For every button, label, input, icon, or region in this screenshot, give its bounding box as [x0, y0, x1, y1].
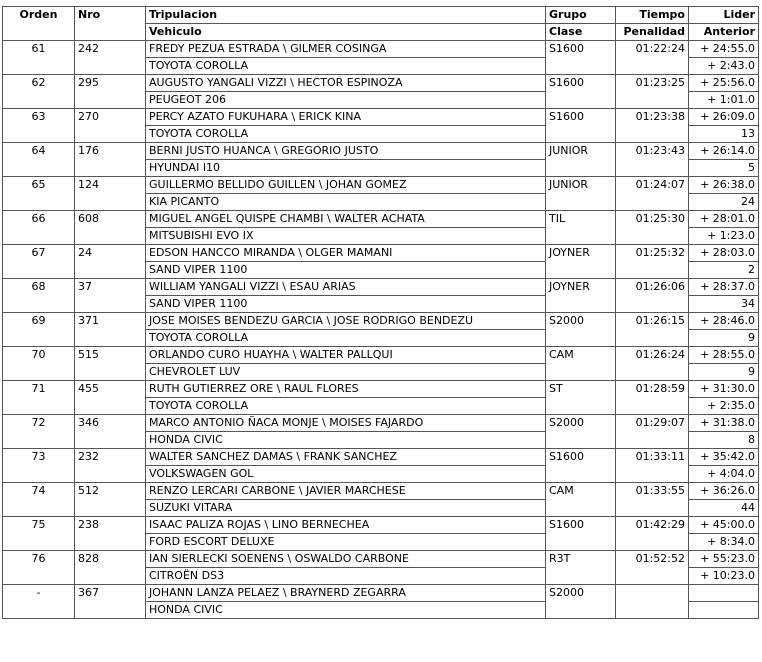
cell-tripulacion: JOSE MOISES BENDEZU GARCIA \ JOSE RODRIGO BENDEZU	[146, 313, 546, 330]
cell-nro: 176	[75, 143, 146, 177]
cell-vehiculo: HONDA CIVIC	[146, 432, 546, 449]
cell-orden: 70	[3, 347, 75, 381]
table-row	[3, 347, 759, 364]
cell-tiempo: 01:23:38	[616, 109, 689, 143]
cell-nro: 270	[75, 109, 146, 143]
cell-vehiculo: TOYOTA COROLLA	[146, 398, 546, 415]
cell-lider: + 28:37.0	[689, 279, 759, 296]
cell-lider	[689, 585, 759, 602]
cell-anterior: 13	[689, 126, 759, 143]
header-clase: Clase	[546, 24, 616, 41]
results-table	[2, 6, 759, 619]
cell-lider: + 55:23.0	[689, 551, 759, 568]
cell-tripulacion: IAN SIERLECKI SOENENS \ OSWALDO CARBONE	[146, 551, 546, 568]
cell-grupo: R3T	[546, 551, 616, 585]
cell-tiempo: 01:28:59	[616, 381, 689, 415]
cell-orden: 71	[3, 381, 75, 415]
header-anterior: Anterior	[689, 24, 759, 41]
cell-vehiculo: VOLKSWAGEN GOL	[146, 466, 546, 483]
cell-tiempo: 01:26:15	[616, 313, 689, 347]
cell-grupo: JOYNER	[546, 245, 616, 279]
cell-vehiculo: TOYOTA COROLLA	[146, 330, 546, 347]
cell-grupo: TIL	[546, 211, 616, 245]
cell-anterior: 8	[689, 432, 759, 449]
cell-anterior: 2	[689, 262, 759, 279]
cell-nro: 37	[75, 279, 146, 313]
table-row	[3, 245, 759, 262]
cell-lider: + 35:42.0	[689, 449, 759, 466]
cell-grupo: CAM	[546, 347, 616, 381]
cell-grupo: S1600	[546, 517, 616, 551]
cell-anterior: 9	[689, 364, 759, 381]
cell-orden: 61	[3, 41, 75, 75]
cell-vehiculo: FORD ESCORT DELUXE	[146, 534, 546, 551]
cell-tiempo: 01:25:30	[616, 211, 689, 245]
cell-anterior: + 4:04.0	[689, 466, 759, 483]
cell-vehiculo: KIA PICANTO	[146, 194, 546, 211]
cell-tiempo: 01:29:07	[616, 415, 689, 449]
cell-tiempo: 01:25:32	[616, 245, 689, 279]
cell-orden: 64	[3, 143, 75, 177]
cell-tiempo: 01:26:24	[616, 347, 689, 381]
cell-grupo: S1600	[546, 75, 616, 109]
cell-nro: 346	[75, 415, 146, 449]
cell-tiempo: 01:23:43	[616, 143, 689, 177]
table-row	[3, 381, 759, 398]
table-row	[3, 585, 759, 602]
cell-orden: 69	[3, 313, 75, 347]
cell-lider: + 36:26.0	[689, 483, 759, 500]
header-row-top	[3, 7, 759, 24]
table-row	[3, 143, 759, 160]
table-row	[3, 177, 759, 194]
header-vehiculo: Vehiculo	[146, 24, 546, 41]
cell-orden: 68	[3, 279, 75, 313]
cell-tripulacion: MIGUEL ANGEL QUISPE CHAMBI \ WALTER ACHATA	[146, 211, 546, 228]
cell-vehiculo: SAND VIPER 1100	[146, 262, 546, 279]
cell-tiempo: 01:22:24	[616, 41, 689, 75]
cell-vehiculo: TOYOTA COROLLA	[146, 126, 546, 143]
cell-anterior	[689, 602, 759, 619]
cell-lider: + 45:00.0	[689, 517, 759, 534]
cell-grupo: S1600	[546, 41, 616, 75]
table-row	[3, 211, 759, 228]
cell-lider: + 31:30.0	[689, 381, 759, 398]
cell-nro: 828	[75, 551, 146, 585]
cell-grupo: CAM	[546, 483, 616, 517]
cell-nro: 232	[75, 449, 146, 483]
header-orden: Orden	[3, 7, 75, 41]
cell-lider: + 26:38.0	[689, 177, 759, 194]
cell-grupo: JUNIOR	[546, 143, 616, 177]
table-row	[3, 41, 759, 58]
cell-tripulacion: EDSON HANCCO MIRANDA \ OLGER MAMANI	[146, 245, 546, 262]
table-row	[3, 449, 759, 466]
cell-grupo: JUNIOR	[546, 177, 616, 211]
table-header	[3, 7, 759, 41]
cell-tiempo: 01:42:29	[616, 517, 689, 551]
cell-orden: 76	[3, 551, 75, 585]
cell-grupo: S1600	[546, 449, 616, 483]
cell-tripulacion: WILLIAM YANGALI VIZZI \ ESAU ARIAS	[146, 279, 546, 296]
cell-lider: + 31:38.0	[689, 415, 759, 432]
cell-tripulacion: RUTH GUTIERREZ ORE \ RAUL FLORES	[146, 381, 546, 398]
cell-grupo: ST	[546, 381, 616, 415]
table-row	[3, 483, 759, 500]
table-row	[3, 517, 759, 534]
cell-lider: + 24:55.0	[689, 41, 759, 58]
cell-tiempo	[616, 585, 689, 619]
cell-tiempo: 01:52:52	[616, 551, 689, 585]
cell-tripulacion: ISAAC PALIZA ROJAS \ LINO BERNECHEA	[146, 517, 546, 534]
cell-tripulacion: MARCO ANTONIO ÑACA MONJE \ MOISES FAJARDO	[146, 415, 546, 432]
cell-vehiculo: TOYOTA COROLLA	[146, 58, 546, 75]
cell-tripulacion: AUGUSTO YANGALI VIZZI \ HECTOR ESPINOZA	[146, 75, 546, 92]
cell-vehiculo: CITROËN DS3	[146, 568, 546, 585]
cell-tripulacion: BERNI JUSTO HUANCA \ GREGORIO JUSTO	[146, 143, 546, 160]
table-row	[3, 551, 759, 568]
cell-tiempo: 01:33:55	[616, 483, 689, 517]
cell-vehiculo: HYUNDAI I10	[146, 160, 546, 177]
table-row	[3, 279, 759, 296]
cell-orden: 65	[3, 177, 75, 211]
cell-tripulacion: WALTER SANCHEZ DAMAS \ FRANK SANCHEZ	[146, 449, 546, 466]
cell-lider: + 25:56.0	[689, 75, 759, 92]
cell-orden: 67	[3, 245, 75, 279]
header-tripulacion: Tripulacion	[146, 7, 546, 24]
cell-orden: 62	[3, 75, 75, 109]
cell-nro: 242	[75, 41, 146, 75]
table-row	[3, 109, 759, 126]
cell-vehiculo: PEUGEOT 206	[146, 92, 546, 109]
cell-lider: + 28:03.0	[689, 245, 759, 262]
cell-nro: 608	[75, 211, 146, 245]
cell-lider: + 26:09.0	[689, 109, 759, 126]
cell-nro: 455	[75, 381, 146, 415]
cell-vehiculo: HONDA CIVIC	[146, 602, 546, 619]
cell-tripulacion: FREDY PEZUA ESTRADA \ GILMER COSINGA	[146, 41, 546, 58]
cell-nro: 124	[75, 177, 146, 211]
cell-nro: 512	[75, 483, 146, 517]
cell-anterior: + 1:23.0	[689, 228, 759, 245]
cell-nro: 24	[75, 245, 146, 279]
table-row	[3, 75, 759, 92]
cell-anterior: + 2:43.0	[689, 58, 759, 75]
cell-tripulacion: GUILLERMO BELLIDO GUILLEN \ JOHAN GOMEZ	[146, 177, 546, 194]
cell-grupo: S1600	[546, 109, 616, 143]
cell-tripulacion: RENZO LERCARI CARBONE \ JAVIER MARCHESE	[146, 483, 546, 500]
cell-vehiculo: SUZUKI VITARA	[146, 500, 546, 517]
cell-tripulacion: JOHANN LANZA PELAEZ \ BRAYNERD ZEGARRA	[146, 585, 546, 602]
table-row	[3, 415, 759, 432]
cell-anterior: 44	[689, 500, 759, 517]
cell-nro: 238	[75, 517, 146, 551]
cell-grupo: S2000	[546, 585, 616, 619]
cell-lider: + 26:14.0	[689, 143, 759, 160]
cell-anterior: 34	[689, 296, 759, 313]
cell-orden: 74	[3, 483, 75, 517]
cell-orden: 66	[3, 211, 75, 245]
cell-tiempo: 01:23:25	[616, 75, 689, 109]
header-lider: Lider	[689, 7, 759, 24]
cell-anterior: + 2:35.0	[689, 398, 759, 415]
cell-anterior: 5	[689, 160, 759, 177]
cell-anterior: + 10:23.0	[689, 568, 759, 585]
cell-anterior: 24	[689, 194, 759, 211]
cell-orden: 72	[3, 415, 75, 449]
cell-lider: + 28:01.0	[689, 211, 759, 228]
cell-tiempo: 01:33:11	[616, 449, 689, 483]
table-body	[3, 41, 759, 619]
cell-grupo: S2000	[546, 313, 616, 347]
cell-anterior: 9	[689, 330, 759, 347]
header-penalidad: Penalidad	[616, 24, 689, 41]
table-row	[3, 313, 759, 330]
header-grupo: Grupo	[546, 7, 616, 24]
cell-grupo: JOYNER	[546, 279, 616, 313]
cell-nro: 367	[75, 585, 146, 619]
cell-vehiculo: SAND VIPER 1100	[146, 296, 546, 313]
cell-anterior: + 8:34.0	[689, 534, 759, 551]
cell-lider: + 28:46.0	[689, 313, 759, 330]
header-tiempo: Tiempo	[616, 7, 689, 24]
cell-tripulacion: ORLANDO CURO HUAYHA \ WALTER PALLQUI	[146, 347, 546, 364]
cell-anterior: + 1:01.0	[689, 92, 759, 109]
cell-tiempo: 01:26:06	[616, 279, 689, 313]
cell-orden: -	[3, 585, 75, 619]
cell-orden: 73	[3, 449, 75, 483]
cell-orden: 63	[3, 109, 75, 143]
header-nro: Nro	[75, 7, 146, 41]
cell-nro: 515	[75, 347, 146, 381]
cell-grupo: S2000	[546, 415, 616, 449]
cell-tripulacion: PERCY AZATO FUKUHARA \ ERICK KINA	[146, 109, 546, 126]
cell-vehiculo: CHEVROLET LUV	[146, 364, 546, 381]
cell-vehiculo: MITSUBISHI EVO IX	[146, 228, 546, 245]
cell-nro: 295	[75, 75, 146, 109]
cell-nro: 371	[75, 313, 146, 347]
cell-orden: 75	[3, 517, 75, 551]
cell-lider: + 28:55.0	[689, 347, 759, 364]
cell-tiempo: 01:24:07	[616, 177, 689, 211]
